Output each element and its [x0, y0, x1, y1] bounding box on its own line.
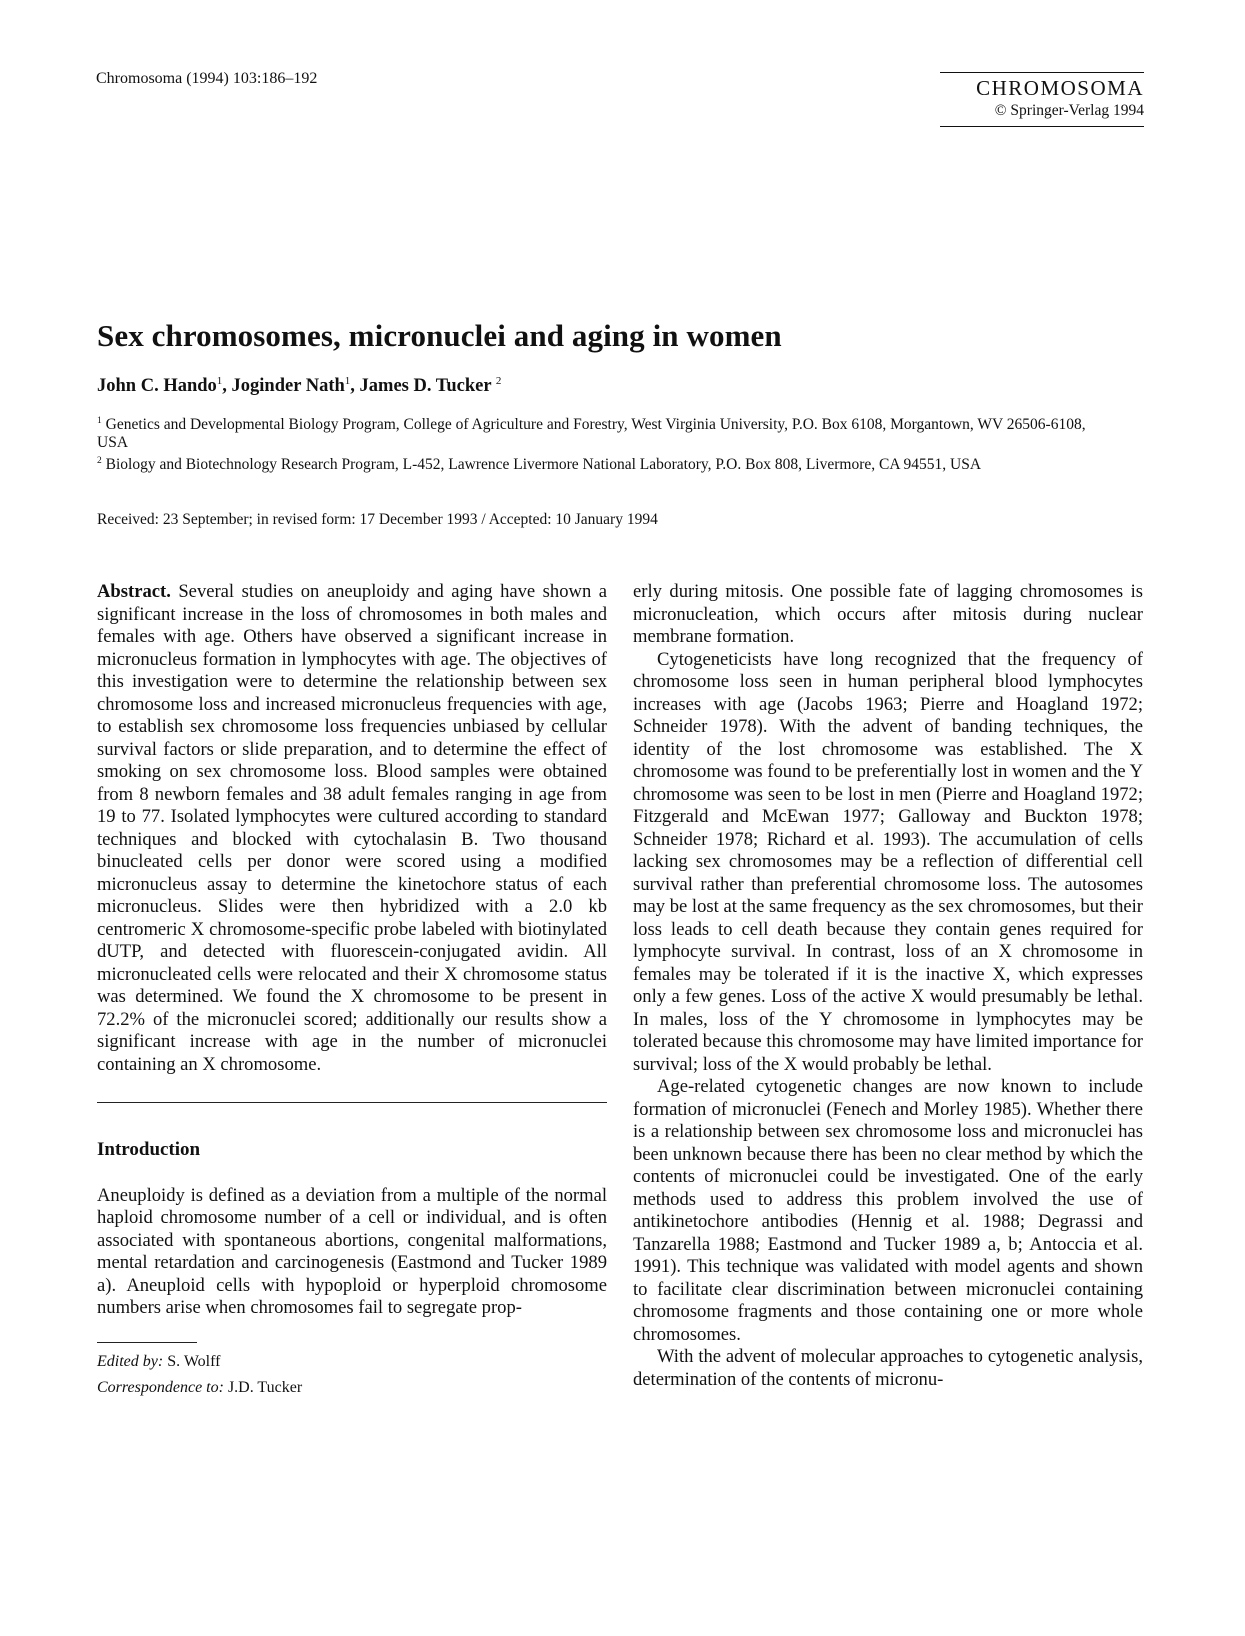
edited-by-label: Edited by:: [97, 1352, 164, 1370]
right-column: [633, 581, 1143, 1391]
author-list: John C. Hando$^1$, Joginder Nath$^1$, James D. Tucker $^2$: [97, 375, 502, 397]
abstract: [97, 581, 607, 1076]
affiliation-item: [97, 412, 1107, 452]
affiliations: [97, 412, 1107, 474]
abstract-text: Several studies on aneuploidy and aging have shown a significant increase in the loss of chromosomes in both males and females with age. Others have observed a significant increase in micronucleus formation in lymphocytes with age. The objectives of this investigation were to determine the relationship between sex chromosome loss and increased micronucleus frequencies with age, to establish sex chromosome loss frequencies unbiased by cellular survival factors or slide preparation, and to determine the effect of smoking on sex chromosome loss. Blood samples were obtained from 8 newborn females and 38 adult females ranging in age from 19 to 77. Isolated lymphocytes were cultured according to standard techniques and blocked with cytochalasin B. Two thousand binucleated cells per donor were scored using a modified micronucleus assay to determine the kinetochore status of each micronucleus. Slides were then hybridized with a 2.0 kb centromeric X chromosome-specific probe labeled with biotinylated dUTP, and detected with fluorescein-conjugated avidin. All micronucleated cells were relocated and their X chromosome status was determined. We found the X chromosome to be present in 72.2% of the micronuclei scored; additionally our results show a significant increase with age in the number of micronuclei containing an X chromosome.: [97, 581, 607, 1075]
affiliation-mark: 1: [344, 375, 351, 387]
journal-masthead: [940, 72, 1144, 127]
journal-name: CHROMOSOMA: [940, 72, 1144, 101]
author-name: James D. Tucker: [359, 376, 492, 397]
section-heading-introduction: Introduction: [97, 1139, 201, 1160]
received-dates: Received: 23 September; in revised form: 17 December 1993 / Accepted: 10 January 1994: [97, 511, 658, 528]
affiliation-mark: 1: [97, 416, 102, 426]
copyright-notice: © Springer-Verlag 1994: [940, 102, 1144, 127]
footnote-divider: [97, 1342, 197, 1343]
correspondence-label: Correspondence to:: [97, 1378, 224, 1396]
abstract-divider: [97, 1102, 607, 1103]
article-title: Sex chromosomes, micronuclei and aging in women: [97, 318, 782, 353]
affiliation-text: Biology and Biotechnology Research Program, L-452, Lawrence Livermore National Laboratory, P.O. Box 808, Livermore, CA 94551, USA: [105, 456, 982, 474]
paragraph: With the advent of molecular approaches to cytogenetic analysis, determination of the contents of micronu-: [633, 1346, 1143, 1390]
affiliation-mark: 2: [97, 456, 102, 467]
affiliation-text: Genetics and Developmental Biology Program, College of Agriculture and Forestry, West Virginia University, P.O. Box 6108, Morgantown, WV 26506-6108, USA: [97, 416, 1086, 452]
affiliation-mark: 1: [216, 375, 223, 387]
author-name: Joginder Nath: [231, 376, 345, 397]
correspondence: [97, 1375, 607, 1401]
abstract-label: Abstract.: [97, 581, 171, 602]
affiliation-item: [97, 452, 1107, 474]
editor-name: S. Wolff: [167, 1352, 221, 1370]
journal-citation: Chromosoma (1994) 103:186–192: [96, 70, 318, 87]
paragraph: Cytogeneticists have long recognized that the frequency of chromosome loss seen in human peripheral blood lymphocytes increases with age (Jacobs 1963; Pierre and Hoagland 1972; Schneider 1978). With the advent of banding techniques, the identity of the lost chromosome was established. The X chromosome was found to be preferentially lost in women and the Y chromosome was seen to be lost in men (Pierre and Hoagland 1972; Fitzgerald and McEwan 1977; Galloway and Buckton 1978; Schneider 1978; Richard et al. 1993). The accumulation of cells lacking sex chromosomes may be a reflection of differential cell survival rather than preferential chromosome loss. The autosomes may be lost at the same frequency as the sex chromosomes, but their loss leads to cell death because they contain genes required for lymphocyte survival. In contrast, loss of an X chromosome in females may be tolerated if it is the inactive X, which expresses only a few genes. Loss of the active X would presumably be lethal. In males, loss of the Y chromosome in lymphocytes may be tolerated because this chromosome may have limited importance for survival; loss of the X would probably be lethal.: [633, 648, 1143, 1075]
affiliation-mark: 2: [495, 375, 502, 387]
paragraph: Age-related cytogenetic changes are now known to include formation of micronuclei (Fenech and Morley 1985). Whether there is a relationship between sex chromosome loss and micronuclei has been unknown because there has been no clear method by which the contents of micronuclei could be investigated. One of the early methods used to address this problem involved the use of antikinetochore antibodies (Hennig et al. 1988; Degrassi and Tanzarella 1988; Eastmond and Tucker 1989 a, b; Antoccia et al. 1991). This technique was validated with model agents and shown to facilitate clear discrimination between micronuclei containing chromosome fragments and those containing one or more whole chromosomes.: [633, 1076, 1143, 1345]
left-column: [97, 581, 607, 1401]
edited-by: [97, 1349, 607, 1375]
paragraph: Aneuploidy is defined as a deviation from a multiple of the normal haploid chromosome number of a cell or individual, and is often associated with spontaneous abortions, congenital malformations, mental retardation and carcinogenesis (Eastmond and Tucker 1989 a). Aneuploid cells with hypoploid or hyperploid chromosome numbers arise when chromosomes fail to segregate prop-: [97, 1184, 607, 1318]
correspondence-name: J.D. Tucker: [227, 1378, 303, 1396]
paragraph: erly during mitosis. One possible fate of lagging chromosomes is micronucleation, which occurs after mitosis during nuclear membrane formation.: [633, 581, 1143, 647]
author-name: John C. Hando: [97, 376, 217, 397]
